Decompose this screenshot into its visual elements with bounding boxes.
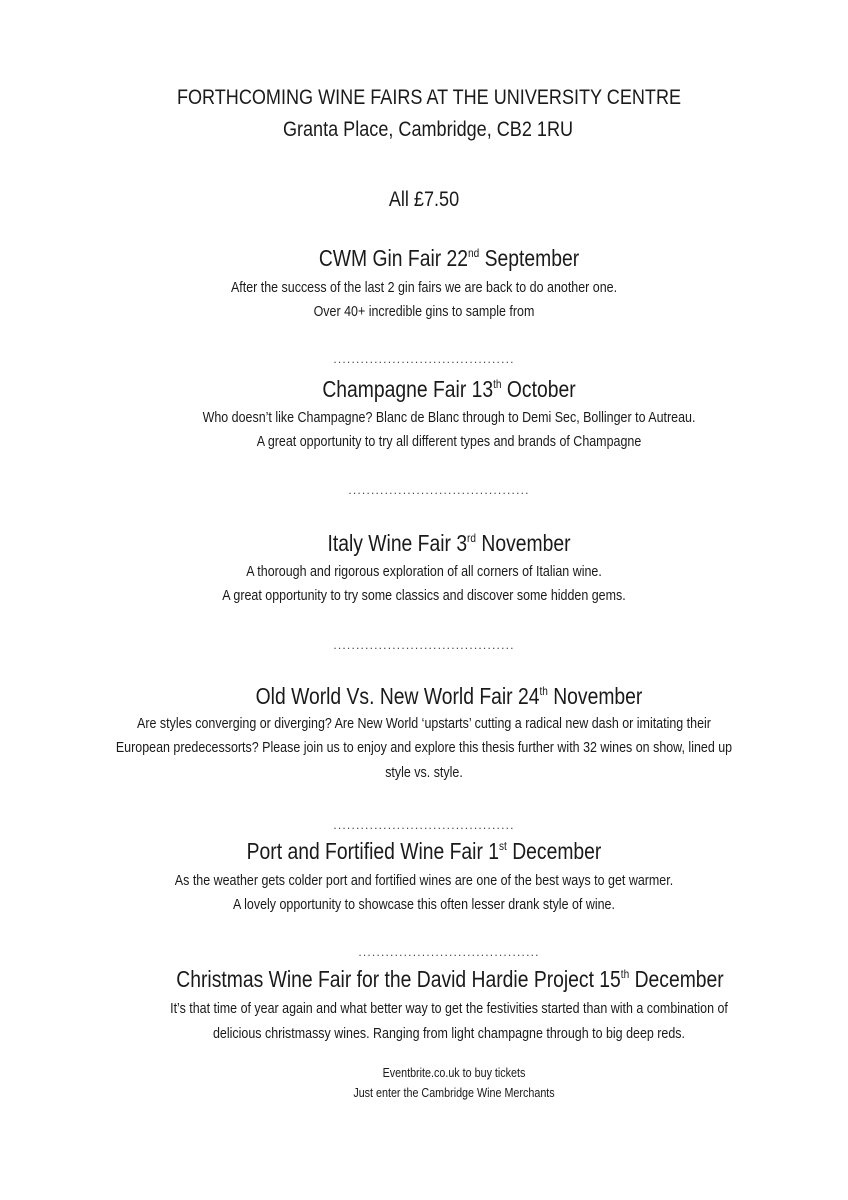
venue-address: Granta Place, Cambridge, CB2 1RU: [282, 118, 574, 141]
dotted-separator: ........................................: [358, 945, 540, 959]
dotted-separator: ........................................: [333, 638, 515, 652]
event-description-line: After the success of the last 2 gin fairs we are back to do another one.: [230, 280, 618, 296]
event-description-line: A lovely opportunity to showcase this often lesser drank style of wine.: [233, 897, 615, 913]
event-description-line: It’s that time of year again and what better way to get the festivities started than with a combination of: [170, 1001, 728, 1017]
event-description-line: A great opportunity to try some classics and discover some hidden gems.: [222, 588, 626, 604]
dotted-separator: ........................................: [333, 818, 515, 832]
dotted-separator: ........................................: [333, 352, 515, 366]
event-title-italy-wine-fair: Italy Wine Fair 3rd November: [327, 530, 571, 556]
dotted-separator: ........................................: [348, 483, 530, 497]
event-title-old-world-new-world-fair: Old World Vs. New World Fair 24th November: [255, 683, 643, 709]
event-description-line: Over 40+ incredible gins to sample from: [313, 304, 535, 320]
event-description-line: European predecessorts? Please join us to enjoy and explore this thesis further with 32 wines on show, lined up: [115, 740, 733, 756]
event-title-christmas-wine-fair: Christmas Wine Fair for the David Hardie Project 15th December: [176, 966, 724, 992]
event-title-gin-fair: CWM Gin Fair 22nd September: [318, 245, 580, 271]
event-description-line: A thorough and rigorous exploration of all corners of Italian wine.: [246, 564, 602, 580]
event-description-line: Who doesn’t like Champagne? Blanc de Blanc through to Demi Sec, Bollinger to Autreau.: [202, 410, 696, 426]
event-title-port-fortified-fair: Port and Fortified Wine Fair 1st December: [246, 838, 602, 864]
event-description-line: delicious christmassy wines. Ranging from light champagne through to big deep reds.: [212, 1026, 686, 1042]
price-label: All £7.50: [388, 188, 460, 211]
event-title-champagne-fair: Champagne Fair 13th October: [322, 376, 576, 402]
ticket-info-line: Eventbrite.co.uk to buy tickets: [382, 1066, 526, 1080]
event-description-line: style vs. style.: [385, 765, 463, 781]
page-title: FORTHCOMING WINE FAIRS AT THE UNIVERSITY CENTRE: [176, 86, 682, 109]
event-description-line: As the weather gets colder port and fortified wines are one of the best ways to get warmer.: [174, 873, 674, 889]
ticket-info-line: Just enter the Cambridge Wine Merchants: [353, 1086, 555, 1100]
event-description-line: Are styles converging or diverging? Are New World ‘upstarts’ cutting a radical new dash or imitating their: [137, 716, 711, 732]
event-description-line: A great opportunity to try all different types and brands of Champagne: [256, 434, 642, 450]
